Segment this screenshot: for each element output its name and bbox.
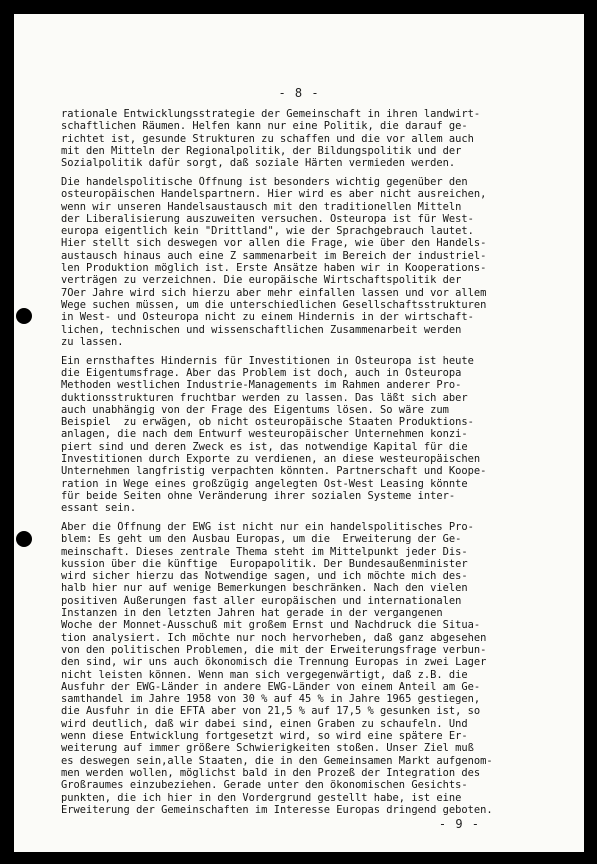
text-line: wenn wir unseren Handelsaustausch mit den traditionellen Mitteln (61, 200, 462, 213)
text-line: wird sicher hierzu das Notwendige sagen, und ich möchte mich des- (61, 570, 468, 583)
text-line: zu lassen. (61, 335, 124, 348)
text-line: mit den Mitteln der Regionalpolitik, der Bildungspolitik und der (61, 144, 462, 157)
text-line: Sozialpolitik dafür sorgt, daß soziale Härten vermieden werden. (61, 157, 456, 170)
paragraph (61, 176, 563, 348)
text-line: len Produktion möglich ist. Erste Ansätze haben wir in Kooperations- (61, 262, 487, 275)
text-line: ration in Wege eines großzügig angelegten Ost-West Leasing könnte (61, 477, 468, 490)
document-page (14, 14, 584, 852)
text-line: lichen, technischen und wissenschaftlichen Zusammenarbeit werden (61, 323, 462, 336)
text-line: meinschaft. Dieses zentrale Thema steht im Mittelpunkt jeder Dis- (61, 545, 468, 558)
text-line: Hier stellt sich deswegen vor allen die Frage, wie über den Handels- (61, 237, 487, 250)
text-line: positiven Äußerungen fast aller europäischen und internationalen (61, 594, 462, 607)
text-line: richtet ist, gesunde Strukturen zu schaffen und die vor allem auch (61, 132, 474, 145)
text-line: den sind, wir uns auch ökonomisch die Trennung Europas in zwei Lager (61, 656, 487, 669)
text-line: Instanzen in den letzten Jahren hat gerade in der vergangenen (61, 607, 443, 620)
text-line: essant sein. (61, 502, 137, 515)
text-line: wird deutlich, daß wir dabei sind, einen Graben zu schaufeln. Und (61, 717, 468, 730)
text-line: weiterung auf immer größere Schwierigkeiten stoßen. Unser Ziel muß (61, 742, 474, 755)
text-line: Wege suchen müssen, um die unterschiedlichen Gesellschaftsstrukturen (61, 298, 487, 311)
text-line: Großraumes einzubeziehen. Gerade unter den ökonomischen Gesichts- (61, 779, 468, 792)
page-number-top: - 8 - (278, 86, 320, 100)
text-line: duktionsstrukturen fruchtbar werden zu lassen. Das läßt sich aber (61, 391, 468, 404)
text-line: Ausfuhr der EWG-Länder in andere EWG-Länder von einem Anteil am Ge- (61, 680, 481, 693)
punch-hole (16, 531, 32, 547)
text-line: blem: Es geht um den Ausbau Europas, um die Erweiterung der Ge- (61, 533, 462, 546)
text-line: 7Oer Jahre wird sich hierzu aber mehr einfallen lassen und vor allem (61, 286, 487, 299)
text-line: Erweiterung der Gemeinschaften im Interesse Europas dringend geboten. (61, 803, 493, 816)
paragraph (61, 521, 563, 816)
text-line: men werden wollen, möglichst bald in den Prozeß der Integration des (61, 766, 481, 779)
body-text (61, 108, 563, 823)
text-line: kussion über die künftige Europapolitik. Der Bundesaußenminister (61, 557, 468, 570)
text-line: Aber die Öffnung der EWG ist nicht nur ein handelspolitisches Pro- (61, 521, 474, 533)
text-line: anlagen, die nach dem Entwurf westeuropäischer Unternehmen konzi- (61, 428, 468, 441)
page-number-bottom: - 9 - (438, 817, 480, 831)
text-line: europa eigentlich kein "Drittland", wie der Sprachgebrauch lautet. (61, 225, 474, 238)
punch-hole (16, 308, 32, 324)
paragraph (61, 355, 563, 515)
text-line: halb hier nur auf wenige Bemerkungen beschränken. Nach den vielen (61, 582, 468, 595)
text-line: punkten, die ich hier in den Vordergrund gestellt habe, ist eine (61, 791, 462, 804)
text-line: für beide Seiten ohne Veränderung ihrer sozialen Systeme inter- (61, 489, 456, 502)
text-line: Die handelspolitische Öffnung ist besonders wichtig gegenüber den (61, 175, 468, 188)
text-line: Ein ernsthaftes Hindernis für Investitionen in Osteuropa ist heute (61, 354, 474, 367)
text-line: tion analysiert. Ich möchte nur noch hervorheben, daß ganz abgesehen (61, 631, 487, 644)
text-line: rationale Entwicklungsstrategie der Gemeinschaft in ihren landwirt- (61, 108, 481, 120)
text-line: Investitionen durch Exporte zu verdienen, an diese westeuropäischen (61, 453, 481, 466)
text-line: die Eigentumsfrage. Aber das Problem ist doch, auch in Osteuropa (61, 366, 462, 379)
text-line: verträgen zu verzeichnen. Die europäische Wirtschaftspolitik der (61, 274, 462, 287)
text-line: schaftlichen Räumen. Helfen kann nur eine Politik, die darauf ge- (61, 120, 468, 133)
text-line: austausch hinaus auch eine Z sammenarbeit im Bereich der industriel- (61, 249, 487, 262)
text-line: der Liberalisierung auszuweiten versuchen. Osteuropa ist für West- (61, 212, 474, 225)
text-line: piert sind und deren Zweck es ist, das notwendige Kapital für die (61, 440, 468, 453)
text-line: samthandel im Jahre 1958 von 30 % auf 45 % in Jahre 1965 gestiegen, (61, 693, 481, 706)
text-line: von den politischen Problemen, die mit der Erweiterungsfrage verbun- (61, 643, 487, 656)
text-line: auch unabhängig von der Frage des Eigentums lösen. So wäre zum (61, 403, 449, 416)
text-line: in West- und Osteuropa nicht zu einem Hindernis in der wirtschaft- (61, 311, 474, 324)
paragraph (61, 108, 563, 169)
text-line: es deswegen sein,alle Staaten, die in den Gemeinsamen Markt aufgenom- (61, 754, 493, 767)
text-line: wenn diese Entwicklung fortgesetzt wird, so wird eine spätere Er- (61, 730, 468, 743)
text-line: Beispiel zu erwägen, ob nicht osteuropäische Staaten Produktions- (61, 416, 474, 429)
text-line: Unternehmen langfristig verpachten könnten. Partnerschaft und Koope- (61, 465, 487, 478)
text-line: Woche der Monnet-Ausschuß mit großem Ernst und Nachdruck die Situa- (61, 619, 481, 632)
text-line: osteuropäischen Handelspartnern. Hier wird es aber nicht ausreichen, (61, 188, 487, 201)
text-line: nicht leisten können. Wenn man sich vergegenwärtigt, daß z.B. die (61, 668, 468, 681)
text-line: Methoden westlichen Industrie-Managements im Rahmen anderer Pro- (61, 379, 462, 392)
text-line: die Ausfuhr in die EFTA aber von 21,5 % auf 17,5 % gesunken ist, so (61, 705, 481, 718)
